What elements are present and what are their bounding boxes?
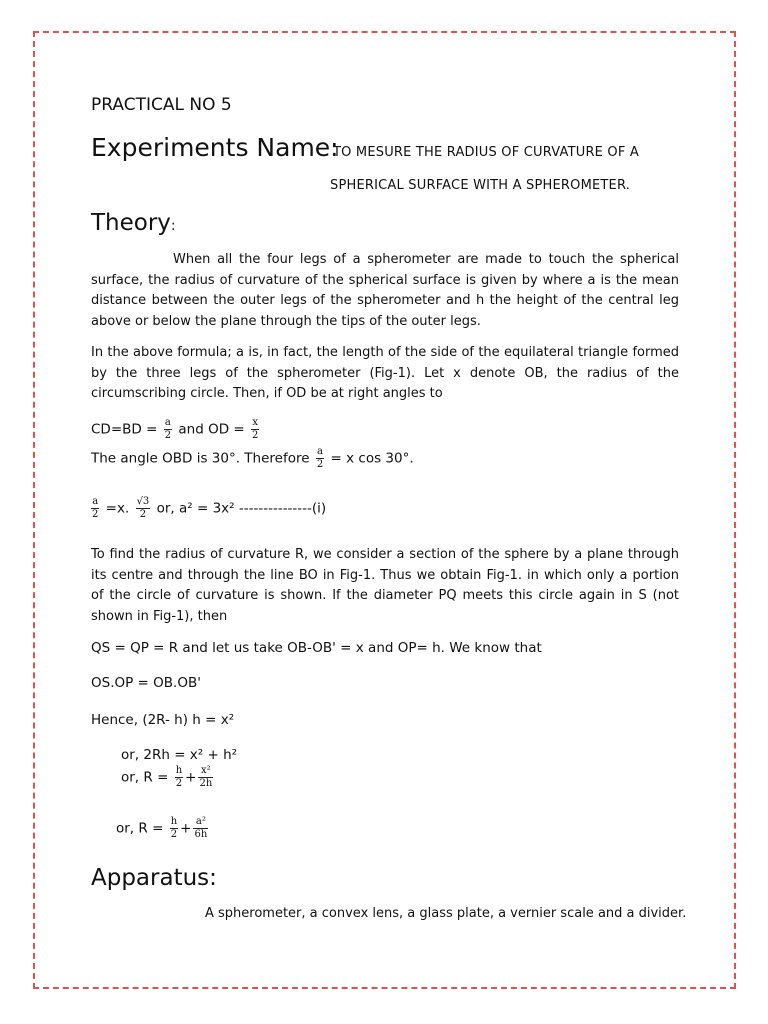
plus-sign: + [180, 820, 192, 837]
experiment-heading: Experiments Name: [91, 133, 339, 162]
theory-paragraph-2: In the above formula; a is, in fact, the length of the side of the equilateral triangle formed by the three legs of the spherometer (Fig-1). Let x denote OB, the radius of the circumscribing circle. Then, if OD be at right angles to [91, 345, 679, 402]
fraction-numerator: x [252, 417, 258, 428]
apparatus-heading: Apparatus: [91, 865, 217, 891]
eq1-prefix: CD=BD = [91, 421, 158, 438]
fraction-denominator: 2 [92, 509, 99, 520]
fraction-denominator: 2 [164, 430, 172, 441]
practical-title: PRACTICAL NO 5 [91, 95, 232, 115]
fraction-a-over-2 [91, 496, 99, 521]
fraction-denominator: 6h [194, 829, 208, 840]
eq2-prefix: The angle OBD is 30°. Therefore [91, 450, 310, 467]
theory-heading-colon: : [170, 218, 176, 234]
fraction-denominator: 2 [170, 829, 178, 840]
fraction-a-over-2 [316, 446, 324, 471]
eq2-suffix: = x cos 30°. [330, 450, 414, 467]
apparatus-text: A spherometer, a convex lens, a glass plate, a vernier scale and a divider. [205, 906, 687, 921]
fraction-h-over-2 [175, 765, 183, 790]
experiment-name-line1: TO MESURE THE RADIUS OF CURVATURE OF A [333, 145, 639, 160]
equation-a-squared [89, 496, 326, 521]
equation-2rh: or, 2Rh = x² + h² [121, 747, 238, 763]
equation-r-a [116, 816, 210, 841]
fraction-numerator: h [170, 816, 178, 827]
equation-qs-qp: QS = QP = R and let us take OB-OB' = x and OP= h. We know that [91, 640, 542, 656]
fraction-numerator: a [317, 446, 324, 457]
fraction-numerator: x² [198, 765, 213, 778]
equation-cd-bd [91, 417, 261, 442]
fraction-numerator: √3 [136, 496, 150, 507]
fraction-numerator: a² [193, 816, 208, 829]
theory-paragraph-1-text: When all the four legs of a spherometer are made to touch the spherical surface, the radius of curvature of the spherical surface is given by where a is the mean distance between the outer legs of the spherometer and h the height of the central leg above or below the plane through the tips of the outer legs. [91, 252, 679, 329]
theory-heading-text: Theory [91, 210, 171, 236]
plus-sign: + [185, 769, 197, 786]
theory-heading [91, 210, 176, 236]
fraction-numerator: a [164, 417, 171, 428]
fraction-numerator: a [92, 496, 99, 507]
eq9-prefix: or, R = [116, 820, 164, 837]
theory-paragraph-3: To find the radius of curvature R, we consider a section of the sphere by a plane through its centre and through the line BO in Fig-1. Thus we obtain Fig-1. in which only a portion of the circle of curvature is shown. If the diameter PQ meets this circle again in S (not shown in Fig-1), then [91, 547, 679, 624]
equation-angle-obd [91, 446, 414, 471]
fraction-denominator: 2 [175, 778, 183, 789]
theory-paragraph-1 [91, 250, 679, 332]
fraction-numerator: h [175, 765, 183, 776]
fraction-a-over-2 [164, 417, 172, 442]
equation-hence: Hence, (2R- h) h = x² [91, 712, 235, 728]
experiment-name-line2: SPHERICAL SURFACE WITH A SPHEROMETER. [330, 178, 631, 193]
eq8-prefix: or, R = [121, 769, 169, 786]
fraction-root3-over-2 [136, 496, 151, 521]
eq3-suffix: or, a² = 3x² ---------------(i) [156, 500, 327, 517]
fraction-x2-over-2h [198, 765, 213, 790]
fraction-x-over-2 [251, 417, 259, 442]
fraction-denominator: 2h [199, 778, 213, 789]
fraction-a2-over-6h [193, 816, 208, 841]
equation-os-op: OS.OP = OB.OB' [91, 675, 201, 691]
eq1-mid: and OD = [178, 421, 245, 438]
fraction-denominator: 2 [139, 509, 147, 520]
fraction-denominator: 2 [316, 459, 324, 470]
fraction-h-over-2 [170, 816, 178, 841]
equation-r-x [121, 765, 215, 790]
eq3-mid: =x. [105, 500, 130, 517]
fraction-denominator: 2 [252, 430, 259, 441]
